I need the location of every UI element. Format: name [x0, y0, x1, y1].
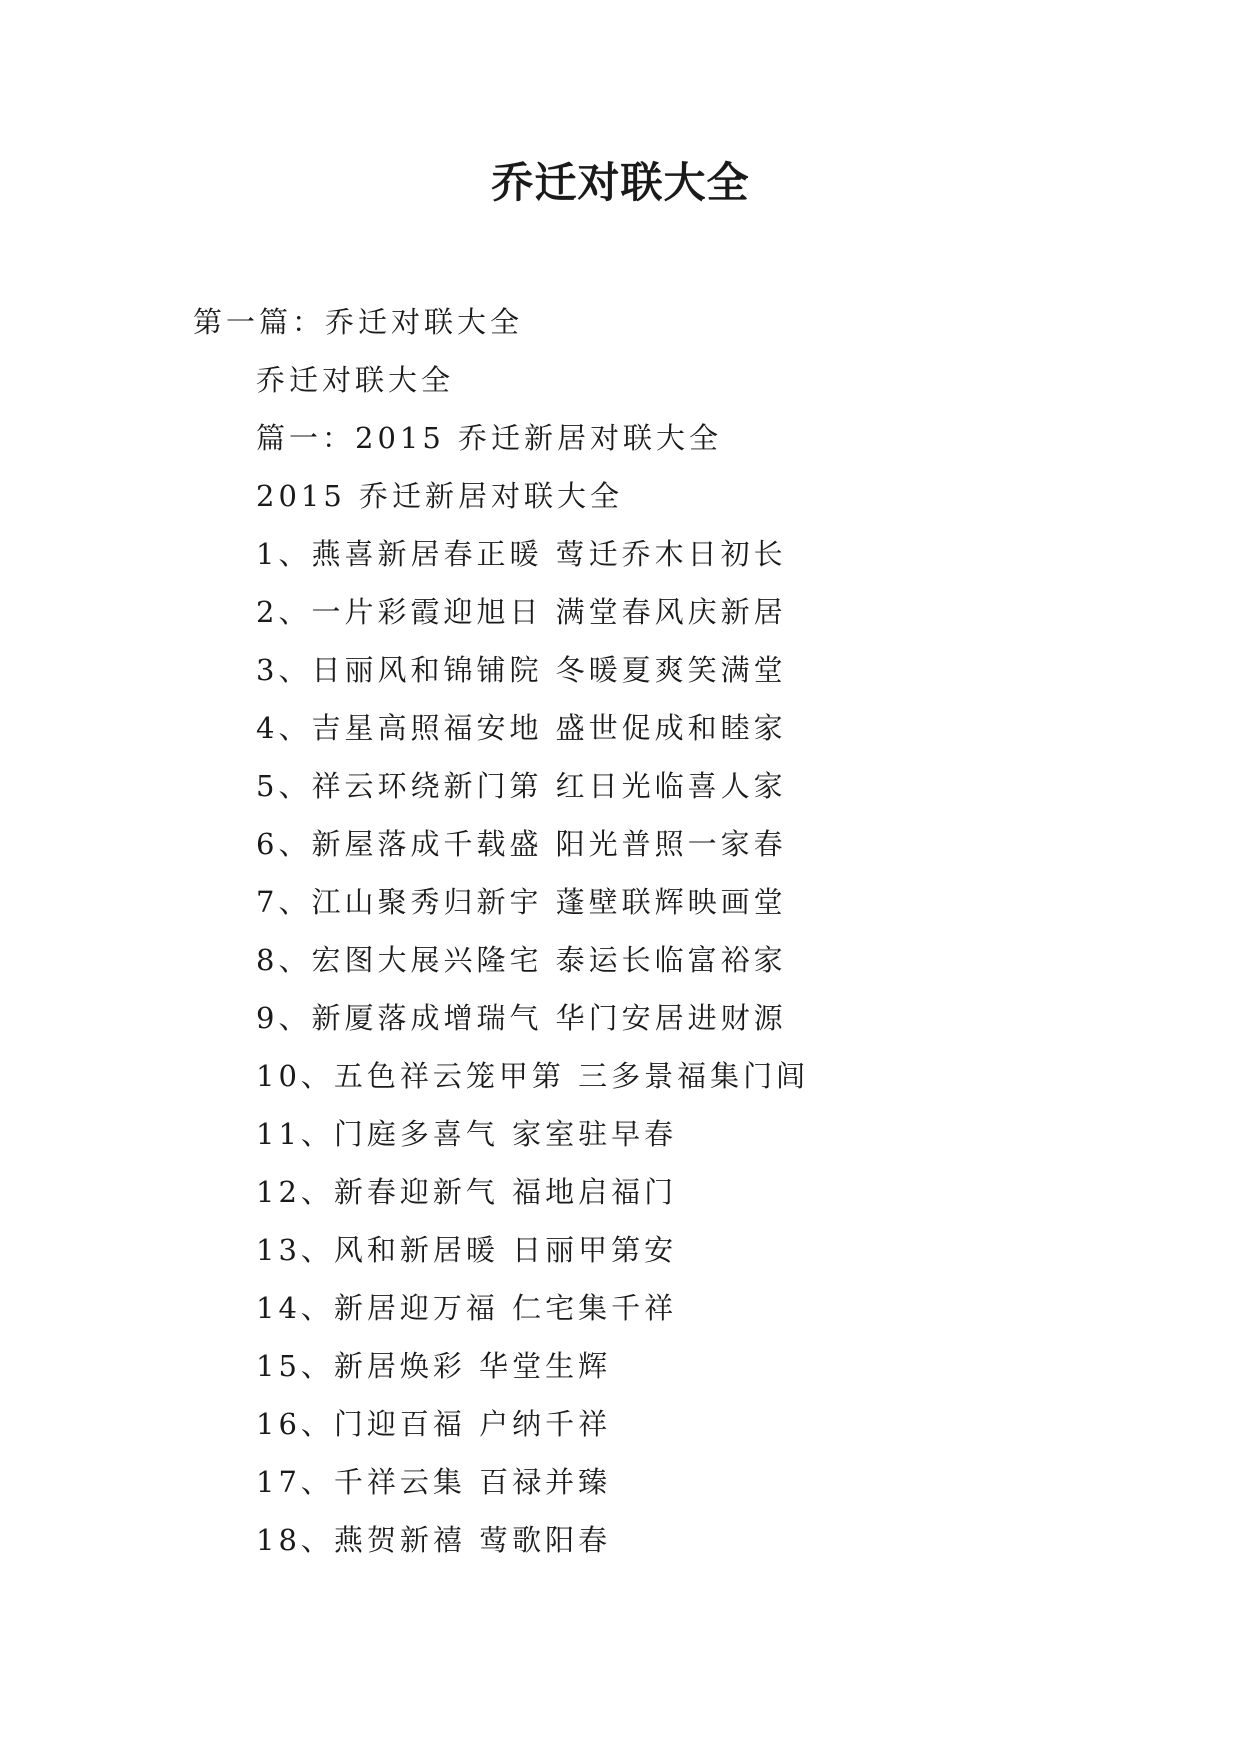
- couplet-item: 17、千祥云集 百禄并臻: [256, 1465, 612, 1499]
- couplet-item: 12、新春迎新气 福地启福门: [256, 1175, 678, 1209]
- document-title: 乔迁对联大全: [491, 158, 750, 207]
- part-heading: 篇一：2015 乔迁新居对联大全: [256, 421, 723, 455]
- subheading: 乔迁对联大全: [256, 363, 455, 397]
- couplet-item: 9、新厦落成增瑞气 华门安居进财源: [256, 1001, 787, 1035]
- couplet-item: 4、吉星高照福安地 盛世促成和睦家: [256, 711, 787, 745]
- section-heading: 第一篇：乔迁对联大全: [193, 305, 524, 339]
- couplet-item: 11、门庭多喜气 家室驻早春: [256, 1117, 678, 1151]
- couplet-item: 2、一片彩霞迎旭日 满堂春风庆新居: [256, 595, 787, 629]
- couplet-item: 10、五色祥云笼甲第 三多景福集门闾: [256, 1059, 810, 1093]
- couplet-item: 18、燕贺新禧 莺歌阳春: [256, 1523, 612, 1557]
- list-title: 2015 乔迁新居对联大全: [256, 479, 624, 513]
- couplet-item: 15、新居焕彩 华堂生辉: [256, 1349, 612, 1383]
- couplet-item: 16、门迎百福 户纳千祥: [256, 1407, 612, 1441]
- document-body: [0, 293, 1241, 1569]
- couplet-item: 3、日丽风和锦铺院 冬暖夏爽笑满堂: [256, 653, 787, 687]
- couplet-item: 13、风和新居暖 日丽甲第安: [256, 1233, 678, 1267]
- couplet-item: 7、江山聚秀归新宇 蓬壁联辉映画堂: [256, 885, 787, 919]
- couplet-item: 6、新屋落成千载盛 阳光普照一家春: [256, 827, 787, 861]
- couplet-item: 14、新居迎万福 仁宅集千祥: [256, 1291, 678, 1325]
- couplet-list: [0, 525, 1241, 1569]
- couplet-item: 1、燕喜新居春正暖 莺迁乔木日初长: [256, 537, 787, 571]
- couplet-item: 5、祥云环绕新门第 红日光临喜人家: [256, 769, 787, 803]
- couplet-item: 8、宏图大展兴隆宅 泰运长临富裕家: [256, 943, 787, 977]
